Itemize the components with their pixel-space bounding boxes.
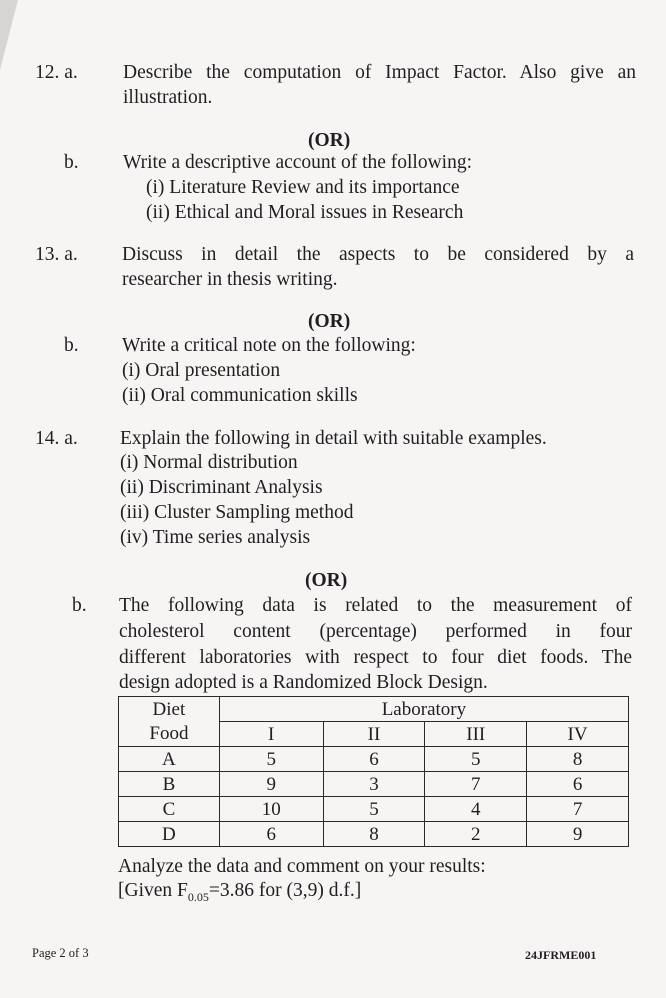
q14-number: 14. a. — [35, 428, 78, 449]
rbd-data-table — [118, 696, 629, 847]
table-cell: 6 — [219, 822, 323, 847]
table-row — [119, 797, 629, 822]
q14b-after2 — [118, 879, 361, 909]
lab-III: III — [425, 722, 527, 747]
q13a-line2: researcher in thesis writing. — [122, 269, 338, 290]
q14a-item1: (i) Normal distribution — [120, 452, 298, 473]
table-cell: 6 — [527, 772, 629, 797]
q14a-item2: (ii) Discriminant Analysis — [120, 477, 323, 498]
table-cell: 6 — [323, 747, 425, 772]
q12-number: 12. a. — [35, 62, 78, 83]
q12b-item1: (i) Literature Review and its importance — [146, 177, 460, 198]
table-cell: 2 — [425, 822, 527, 847]
q12-or: (OR) — [308, 130, 351, 151]
given-prefix: [Given F — [118, 880, 188, 901]
table-cell: 9 — [527, 822, 629, 847]
table-row — [119, 772, 629, 797]
page-number: Page 2 of 3 — [32, 946, 89, 960]
q14a-item3: (iii) Cluster Sampling method — [120, 502, 354, 523]
header-food: Food — [119, 722, 220, 747]
q13b-item1: (i) Oral presentation — [122, 360, 281, 381]
q13b-label: b. — [64, 335, 79, 356]
q12a-line1 — [123, 61, 636, 85]
q14b-line3 — [119, 646, 632, 670]
table-cell: 9 — [219, 772, 323, 797]
q13-or: (OR) — [308, 311, 351, 332]
q14-or: (OR) — [305, 570, 348, 591]
table-cell: 7 — [425, 772, 527, 797]
table-row — [119, 747, 629, 772]
q12a-line2: illustration. — [123, 87, 213, 108]
table-cell: 8 — [527, 747, 629, 772]
q14b-line3-text: different laboratories with respect to four diet foods. The — [119, 647, 632, 668]
q13-number: 13. a. — [35, 244, 78, 265]
q13a-line1-text: Discuss in detail the aspects to be considered by a — [122, 244, 634, 265]
q13a-line1 — [122, 243, 634, 267]
q14b-line1 — [119, 594, 632, 618]
table-subheader-row — [119, 722, 629, 747]
q14b-line4: design adopted is a Randomized Block Design. — [119, 672, 488, 693]
food-label: D — [119, 822, 220, 847]
table-cell: 7 — [527, 797, 629, 822]
lab-IV: IV — [527, 722, 629, 747]
q14a-line1: Explain the following in detail with suitable examples. — [120, 428, 547, 449]
food-label: C — [119, 797, 220, 822]
table-cell: 10 — [219, 797, 323, 822]
q14b-label: b. — [72, 595, 87, 616]
table-cell: 5 — [425, 747, 527, 772]
header-diet: Diet — [119, 697, 220, 722]
food-label: B — [119, 772, 220, 797]
table-cell: 3 — [323, 772, 425, 797]
paper-code: 24JFRME001 — [525, 948, 597, 962]
lab-I: I — [219, 722, 323, 747]
q13b-item2: (ii) Oral communication skills — [122, 385, 358, 406]
q12b-label: b. — [64, 152, 79, 173]
q14a-item4: (iv) Time series analysis — [120, 527, 311, 548]
scan-corner-shadow — [0, 0, 18, 70]
table-cell: 5 — [323, 797, 425, 822]
table-cell: 5 — [219, 747, 323, 772]
given-subscript: 0.05 — [187, 889, 209, 904]
q14b-after1: Analyze the data and comment on your results: — [118, 856, 486, 877]
q12b-line1: Write a descriptive account of the following: — [123, 152, 473, 173]
table-header-row — [119, 697, 629, 722]
lab-II: II — [323, 722, 425, 747]
given-suffix: =3.86 for (3,9) d.f.] — [208, 880, 362, 901]
table-row — [119, 822, 629, 847]
q12b-item2: (ii) Ethical and Moral issues in Research — [146, 202, 464, 223]
table-cell: 4 — [425, 797, 527, 822]
q13b-line1: Write a critical note on the following: — [122, 335, 416, 356]
table-cell: 8 — [323, 822, 425, 847]
q14b-line2-text: cholesterol content (percentage) performed in four — [119, 621, 632, 642]
q14b-line2 — [119, 620, 632, 644]
q12a-line1-text: Describe the computation of Impact Factor. Also give an — [123, 62, 636, 83]
food-label: A — [119, 747, 220, 772]
q14b-line1-text: The following data is related to the measurement of — [119, 595, 632, 616]
header-laboratory: Laboratory — [219, 697, 628, 722]
